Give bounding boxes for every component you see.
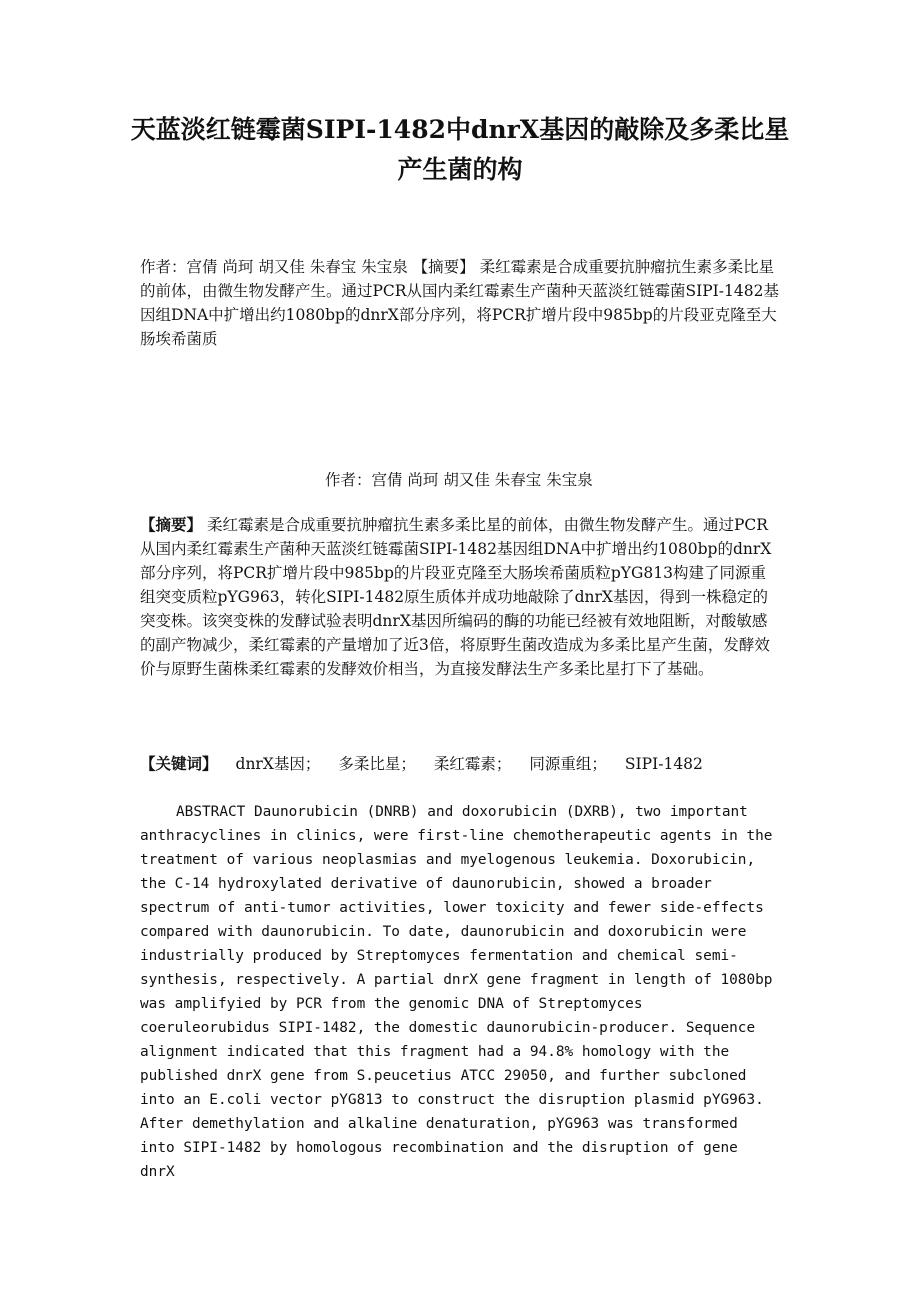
abstract-label: 【摘要】 [140, 515, 203, 534]
keyword-item: 柔红霉素； [433, 755, 512, 773]
keyword-item: 多柔比星； [338, 755, 416, 773]
author-line: 作者：宫倩 尚珂 胡又佳 朱春宝 朱宝泉 [325, 471, 593, 489]
english-abstract: ABSTRACT Daunorubicin (DNRB) and doxorubicin (DXRB), two important anthracyclines in clinics, were first-line chemotherapeutic agents in the treatment of various neoplasmias and myelogenous leukemia. Doxorubicin, the C-14 hydroxylated derivative of daunorubicin, showed a broader spectrum of anti-tumor activities, lower toxicity and fewer side-effects compared with daunorubicin. To date, daunorubicin and doxorubicin were industrially produced by Streptomyces fermentation and chemical semi-synthesis, respectively. A partial dnrX gene fragment in length of 1080bp was amplifyied by PCR from the genomic DNA of Streptomyces coeruleorubidus SIPI-1482, the domestic daunorubicin-producer. Sequence alignment indicated that this fragment had a 94.8% homology with the published dnrX gene from S.peucetius ATCC 29050, and further subcloned into an E.coli vector pYG813 to construct the disruption plasmid pYG963. After demethylation and alkaline denaturation, pYG963 was transformed into SIPI-1482 by homologous recombination and the disruption of gene dnrX [140, 804, 773, 1180]
chinese-abstract [140, 513, 780, 681]
keyword-item: 同源重组； [529, 755, 607, 773]
keywords-label: 【关键词】 [140, 754, 218, 773]
keyword-item: SIPI-1482 [624, 755, 703, 773]
paper-title: 天蓝淡红链霉菌SIPI-1482中dnrX基因的敲除及多柔比星产生菌的构 [130, 115, 790, 184]
intro-summary: 作者：宫倩 尚珂 胡又佳 朱春宝 朱宝泉 【摘要】 柔红霉素是合成重要抗肿瘤抗生素多柔比星的前体，由微生物发酵产生。通过PCR从国内柔红霉素生产菌种天蓝淡红链霉菌SIPI-1482基因组DNA中扩增出约1080bp的dnrX部分序列，将PCR扩增片段中985bp的片段亚克隆至大肠埃希菌质 [140, 258, 779, 348]
keywords-line [140, 752, 780, 776]
abstract-text: 柔红霉素是合成重要抗肿瘤抗生素多柔比星的前体，由微生物发酵产生。通过PCR从国内柔红霉素生产菌种天蓝淡红链霉菌SIPI-1482基因组DNA中扩增出约1080bp的dnrX部分序列，将PCR扩增片段中985bp的片段亚克隆至大肠埃希菌质粒pYG813构建了同源重组突变质粒pYG963，转化SIPI-1482原生质体并成功地敲除了dnrX基因，得到一株稳定的突变株。该突变株的发酵试验表明dnrX基因所编码的酶的功能已经被有效地阻断，对酸敏感的副产物减少，柔红霉素的产量增加了近3倍，将原野生菌改造成为多柔比星产生菌，发酵效价与原野生菌株柔红霉素的发酵效价相当，为直接发酵法生产多柔比星打下了基础。 [140, 516, 772, 678]
keyword-item: dnrX基因； [235, 755, 321, 773]
